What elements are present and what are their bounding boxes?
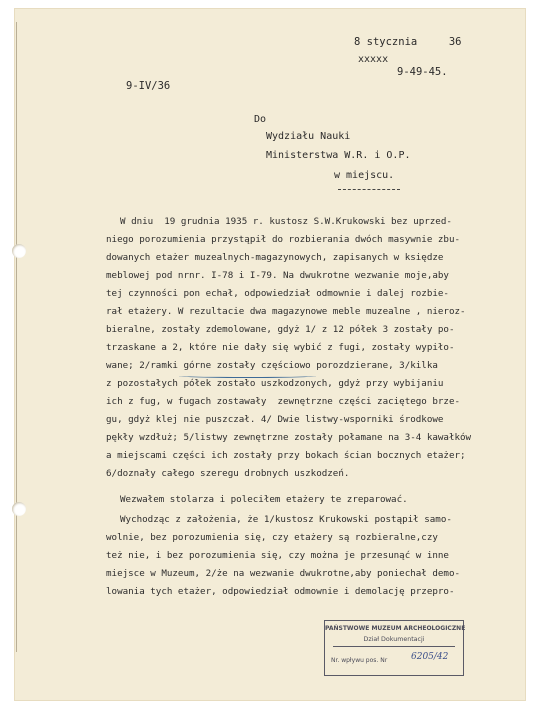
stamp-divider (333, 646, 455, 647)
stamp-department: Dział Dokumentacji (363, 636, 425, 643)
reference-x: xxxxx (358, 54, 389, 65)
addressee-underline (338, 189, 400, 191)
body-line: Wezwałem stolarza i poleciłem etażery te zreparować. (120, 494, 408, 505)
stamp-handwritten-number: 6205/42 (411, 652, 449, 662)
body-line: dowanych etażer muzealnych-magazynowych, zapisanych w księdze (106, 252, 444, 263)
document-page (14, 8, 526, 701)
addressee-line-2: Ministerstwa W.R. i O.P. (266, 150, 411, 161)
blue-pencil-underline (179, 374, 316, 378)
reference-number: 9-49-45. (397, 66, 448, 78)
addressee-line-3: w miejscu. (334, 170, 395, 181)
body-line: bieralne, zostały zdemolowane, gdyż 1/ z 12 półek 3 zostały po- (106, 324, 455, 335)
stamp-institution: PAŃSTWOWE MUZEUM ARCHEOLOGICZNE (325, 625, 466, 632)
body-line: lowania tych etażer, odpowiedział odmownie i demolację przepro- (106, 586, 455, 597)
body-line: meblowej pod nrnr. I-78 i I-79. Na dwukrotne wezwanie moje,aby (106, 270, 449, 281)
punch-hole-top (12, 244, 26, 258)
left-date: 9-IV/36 (126, 80, 171, 92)
body-line: z pozostałych półek zostało uszkodzonych, gdyż przy wybijaniu (106, 378, 444, 389)
body-line: W dniu 19 grudnia 1935 r. kustosz S.W.Krukowski bez uprzed- (120, 216, 452, 227)
body-line: wane; 2/ramki górne zostały częściowo porozdzierane, 3/kilka (106, 360, 438, 371)
addressee-to: Do (254, 114, 267, 125)
body-line: ich z fug, w fugach zostawały zewnętrzne części zaciętego brze- (106, 396, 461, 407)
body-line: a miejscami części ich zostały przy bokach ścian bocznych etażer; (106, 450, 466, 461)
body-line: gu, gdyż klej nie puszczał. 4/ Dwie listwy-wsporniki środkowe (106, 414, 444, 425)
body-line: pękły wzdłuż; 5/listwy zewnętrzne zostały połamane na 3-4 kawałków (106, 432, 472, 443)
date-line: 8 stycznia 36 (354, 36, 462, 48)
body-line: Wychodząc z założenia, że 1/kustosz Krukowski postąpił samo- (120, 514, 452, 525)
body-line: też nie, i bez porozumienia się, czy można je przesunąć w inne (106, 550, 449, 561)
stamp-entry-label: Nr. wpływu pos. Nr (331, 657, 388, 664)
body-line: trzaskane a 2, które nie dały się wybić z fugi, zostały wypiło- (106, 342, 455, 353)
punch-hole-bottom (12, 502, 26, 516)
body-line: tej czynności pon echał, odpowiedział odmownie i dalej rozbie- (106, 288, 449, 299)
body-line: 6/doznały całego szeregu drobnych uszkodzeń. (106, 468, 350, 479)
archive-stamp (324, 620, 464, 676)
body-line: niego porozumienia przystąpił do rozbierania dwóch masywnie zbu- (106, 234, 461, 245)
body-line: wolnie, bez porozumienia się, czy etażery są rozbieralne,czy (106, 532, 438, 543)
page-edge-shadow (16, 22, 17, 652)
body-line: miejsce w Muzeum, 2/że na wezwanie dwukrotne,aby poniechał demo- (106, 568, 461, 579)
addressee-line-1: Wydziału Nauki (266, 131, 351, 142)
body-line: rał etażery. W rezultacie dwa magazynowe meble muzealne , nieroz- (106, 306, 466, 317)
